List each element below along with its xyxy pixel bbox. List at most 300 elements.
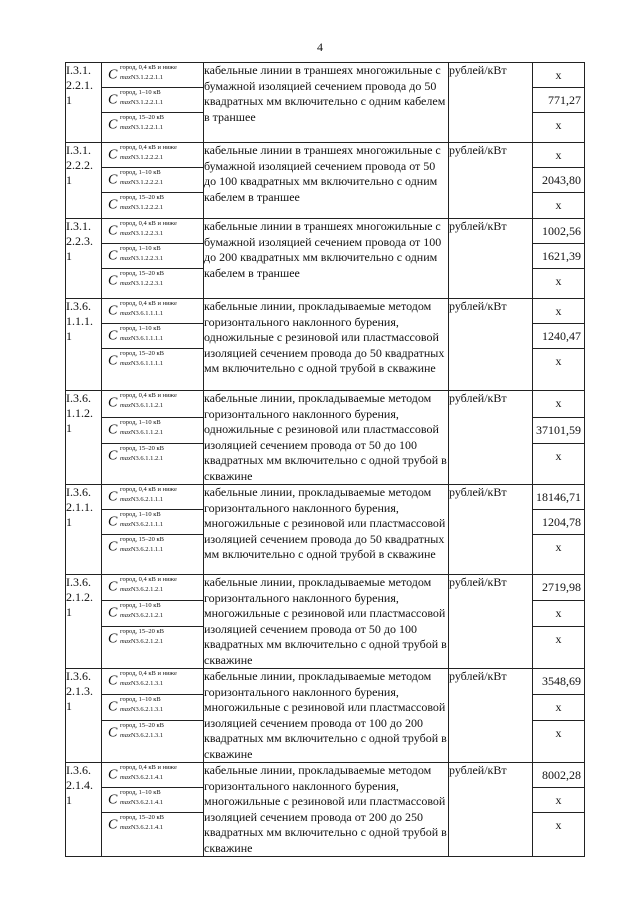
value-cell	[533, 417, 585, 444]
table-row	[66, 299, 585, 324]
symbol-superscript: город, 1–10 кВ	[120, 602, 161, 610]
tariff-symbol	[102, 669, 203, 693]
value-cell	[533, 575, 585, 601]
symbol-subscript	[120, 706, 163, 713]
tariff-value: x	[555, 793, 562, 807]
row-unit: рублей/кВт	[449, 575, 533, 669]
symbol-subscript-max: max	[120, 638, 131, 646]
row-unit: рублей/кВт	[449, 763, 533, 857]
symbol-subscript-max: max	[120, 706, 131, 714]
symbol-subscript	[120, 638, 163, 645]
symbol-superscript: город, 15–20 кВ	[120, 270, 164, 277]
value-cell	[533, 193, 585, 219]
value-cell	[533, 143, 585, 168]
symbol-subscript-code: N3.6.1.1.1.1	[130, 310, 164, 317]
symbol-subscript-code: N3.6.2.1.1.1	[130, 521, 164, 528]
symbol-letter: C	[108, 631, 118, 647]
symbol-subscript-max: max	[120, 179, 131, 186]
row-code-line: 2.1.3.	[66, 684, 93, 698]
tariff-symbol	[102, 485, 203, 509]
symbol-letter: C	[108, 489, 118, 505]
symbol-subscript	[120, 204, 163, 211]
table-row	[66, 63, 585, 88]
symbol-superscript: город, 0,4 кВ и ниже	[120, 486, 177, 493]
tariff-value: x	[555, 818, 562, 832]
value-cell	[533, 788, 585, 813]
symbol-subscript	[120, 154, 163, 161]
symbol-subscript-code: N3.6.2.1.3.1	[130, 706, 164, 714]
row-code-line: 1.1.1.	[66, 314, 93, 328]
tariff-symbol	[102, 763, 203, 787]
symbol-superscript: город, 0,4 кВ и ниже	[120, 576, 177, 583]
tariff-value: 2043,80	[542, 173, 581, 187]
symbol-letter: C	[108, 273, 118, 289]
symbol-subscript-code: N3.6.1.1.1.1	[130, 335, 164, 342]
symbol-letter: C	[108, 579, 118, 595]
symbol-subscript	[120, 612, 163, 619]
symbol-subscript-code: N3.1.2.2.3.1	[130, 280, 164, 287]
row-unit: рублей/кВт	[449, 143, 533, 219]
row-code-line: 1	[66, 605, 72, 619]
symbol-letter: C	[108, 395, 118, 411]
symbol-subscript-max: max	[120, 255, 131, 262]
tariff-value: x	[555, 632, 562, 647]
symbol-subscript	[120, 799, 163, 806]
tariff-value: x	[555, 726, 562, 741]
row-code-line: I.3.6.	[66, 299, 91, 313]
tariff-symbol-cell	[102, 788, 204, 813]
symbol-subscript-code: N3.6.2.1.1.1	[130, 546, 164, 553]
table-row	[66, 219, 585, 244]
table-row	[66, 669, 585, 695]
tariff-symbol-cell	[102, 269, 204, 299]
tariff-value: x	[555, 700, 562, 715]
value-cell	[533, 601, 585, 627]
symbol-subscript-max: max	[120, 680, 131, 687]
symbol-superscript: город, 0,4 кВ и ниже	[120, 64, 177, 71]
symbol-subscript	[120, 521, 163, 528]
tariff-symbol	[102, 63, 203, 87]
symbol-subscript-code: N3.1.2.2.3.1	[130, 255, 164, 262]
tariff-value: 18146,71	[536, 490, 581, 504]
value-cell	[533, 269, 585, 299]
row-code-line: 1	[66, 699, 72, 713]
symbol-superscript: город, 0,4 кВ и ниже	[120, 144, 177, 151]
tariff-symbol-cell	[102, 168, 204, 193]
value-cell	[533, 324, 585, 349]
symbol-superscript: город, 1–10 кВ	[120, 789, 161, 796]
symbol-subscript-max: max	[120, 774, 131, 781]
symbol-subscript-max: max	[120, 799, 131, 806]
symbol-superscript: город, 0,4 кВ и ниже	[120, 392, 177, 399]
symbol-subscript-max: max	[120, 280, 131, 287]
tariff-symbol-cell	[102, 721, 204, 763]
tariff-value: 1621,39	[542, 249, 581, 263]
symbol-subscript	[120, 824, 163, 831]
row-code	[66, 391, 102, 485]
symbol-superscript: город, 15–20 кВ	[120, 350, 164, 357]
symbol-subscript-code: N3.6.2.1.2.1	[130, 612, 164, 620]
value-cell	[533, 695, 585, 721]
row-code-line: 2.1.2.	[66, 590, 93, 604]
tariff-symbol	[102, 299, 203, 323]
row-description: кабельные линии в траншеях многожильные с бумажной изоляцией сечением провода от 100 до 200 квадратных мм включительно с одним кабелем в траншее	[204, 219, 449, 299]
row-description: кабельные линии, прокладываемые методом горизонтального наклонного бурения, одножильные с резиновой или пластмассовой изоляцией сечением провода от 50 до 100 квадратных мм включительно с одной трубой в скважине	[204, 391, 447, 483]
symbol-superscript: город, 15–20 кВ	[120, 536, 164, 543]
symbol-letter: C	[108, 514, 118, 530]
tariff-symbol-cell	[102, 627, 204, 669]
symbol-letter: C	[108, 353, 118, 369]
tariff-symbol	[102, 813, 203, 837]
row-code-line: I.3.1.	[66, 63, 91, 77]
row-description: кабельные линии в траншеях многожильные с бумажной изоляцией сечением провода от 50 до 100 квадратных мм включительно с одним кабелем в траншее	[204, 143, 449, 219]
symbol-subscript-code: N3.6.1.1.2.1	[130, 402, 164, 409]
symbol-superscript: город, 1–10 кВ	[120, 325, 161, 332]
tariff-value: 1204,78	[542, 515, 581, 529]
value-cell	[533, 219, 585, 244]
symbol-superscript: город, 0,4 кВ и ниже	[120, 764, 177, 771]
value-cell	[533, 391, 585, 418]
row-unit: рублей/кВт	[449, 485, 533, 575]
symbol-subscript	[120, 280, 163, 287]
symbol-superscript: город, 0,4 кВ и ниже	[120, 670, 177, 677]
symbol-subscript	[120, 774, 163, 781]
row-unit: рублей/кВт	[449, 63, 533, 143]
tariff-symbol	[102, 788, 203, 812]
row-code	[66, 299, 102, 391]
symbol-subscript	[120, 179, 163, 186]
tariff-symbol	[102, 627, 203, 651]
symbol-subscript-max: max	[120, 496, 131, 503]
tariff-value: 1002,56	[542, 224, 581, 238]
value-cell	[533, 113, 585, 143]
symbol-letter: C	[108, 448, 118, 464]
row-unit: рублей/кВт	[449, 219, 533, 299]
symbol-superscript: город, 15–20 кВ	[120, 445, 164, 453]
symbol-letter: C	[108, 248, 118, 264]
tariff-symbol-cell	[102, 349, 204, 391]
symbol-subscript-code: N3.6.1.1.1.1	[130, 360, 164, 367]
tariff-value: 37101,59	[536, 422, 581, 437]
value-cell	[533, 669, 585, 695]
row-code-line: 1.1.2.	[66, 406, 93, 420]
tariff-value: x	[555, 449, 562, 464]
table-row	[66, 143, 585, 168]
symbol-subscript	[120, 99, 163, 106]
symbol-subscript-code: N3.1.2.2.1.1	[130, 99, 164, 106]
symbol-subscript-max: max	[120, 74, 131, 81]
value-cell	[533, 63, 585, 88]
tariff-symbol-cell	[102, 391, 204, 418]
tariff-value: x	[555, 274, 562, 288]
symbol-letter: C	[108, 817, 118, 833]
tariff-symbol	[102, 510, 203, 534]
tariff-symbol-cell	[102, 444, 204, 485]
symbol-subscript-code: N3.1.2.2.2.1	[130, 179, 164, 186]
tariff-value: x	[555, 304, 562, 318]
row-description: кабельные линии, прокладываемые методом горизонтального наклонного бурения, одножильные с резиновой или пластмассовой изоляцией сечением провода до 50 квадратных мм включительно с одной трубой в скважине	[204, 299, 449, 391]
tariff-value: 2719,98	[542, 580, 581, 594]
row-code-line: I.3.6.	[66, 391, 91, 405]
symbol-subscript-code: N3.6.2.1.3.1	[130, 732, 164, 740]
row-code-line: I.3.6.	[66, 763, 91, 777]
row-code	[66, 143, 102, 219]
row-code	[66, 575, 102, 669]
symbol-subscript-max: max	[120, 612, 131, 620]
tariff-symbol	[102, 444, 203, 468]
symbol-subscript	[120, 680, 163, 687]
symbol-subscript-max: max	[120, 360, 131, 367]
symbol-subscript-max: max	[120, 402, 131, 409]
tariff-symbol-cell	[102, 324, 204, 349]
tariff-symbol	[102, 269, 203, 293]
symbol-subscript-code: N3.6.2.1.4.1	[130, 824, 164, 831]
symbol-subscript-max: max	[120, 586, 131, 593]
row-code-line: 1	[66, 93, 72, 107]
tariff-symbol	[102, 193, 203, 217]
tariff-value: x	[555, 606, 562, 621]
symbol-superscript: город, 15–20 кВ	[120, 814, 164, 821]
row-description: кабельные линии, прокладываемые методом горизонтального наклонного бурения, многожильные с резиновой или пластмассовой изоляцией сечением провода от 50 до 100 квадратных мм включительно с одной трубой в скважине	[204, 575, 447, 667]
row-code-line: 2.1.4.	[66, 778, 93, 792]
symbol-subscript-max: max	[120, 428, 131, 436]
symbol-subscript	[120, 255, 163, 262]
row-code-line: I.3.6.	[66, 669, 91, 683]
tariff-value: 771,27	[548, 93, 581, 107]
symbol-subscript-code: N3.6.1.1.2.1	[130, 455, 164, 463]
symbol-superscript: город, 1–10 кВ	[120, 245, 161, 252]
value-cell	[533, 627, 585, 669]
symbol-superscript: город, 1–10 кВ	[120, 89, 161, 96]
symbol-subscript-max: max	[120, 230, 131, 237]
tariff-symbol	[102, 601, 203, 625]
symbol-subscript	[120, 496, 163, 503]
row-code-line: 1	[66, 515, 72, 529]
tariff-symbol-cell	[102, 695, 204, 721]
value-cell	[533, 535, 585, 575]
symbol-letter: C	[108, 792, 118, 808]
symbol-subscript	[120, 586, 163, 593]
row-unit: рублей/кВт	[449, 391, 533, 485]
value-cell	[533, 721, 585, 763]
tariff-symbol	[102, 324, 203, 348]
symbol-subscript-max: max	[120, 546, 131, 553]
symbol-superscript: город, 15–20 кВ	[120, 722, 164, 730]
symbol-letter: C	[108, 767, 118, 783]
symbol-letter: C	[108, 197, 118, 213]
tariff-symbol	[102, 143, 203, 167]
table-row	[66, 763, 585, 788]
value-cell	[533, 244, 585, 269]
tariff-symbol-cell	[102, 193, 204, 219]
tariff-symbol-cell	[102, 143, 204, 168]
page-number: 4	[317, 40, 323, 54]
symbol-letter: C	[108, 92, 118, 108]
symbol-letter: C	[108, 422, 118, 438]
symbol-letter: C	[108, 605, 118, 621]
symbol-subscript-max: max	[120, 99, 131, 106]
symbol-subscript-code: N3.1.2.2.3.1	[130, 230, 164, 237]
symbol-subscript-code: N3.6.2.1.3.1	[130, 680, 164, 687]
row-code-line: 1	[66, 329, 72, 343]
symbol-subscript-max: max	[120, 521, 131, 528]
tariff-symbol-cell	[102, 244, 204, 269]
symbol-letter: C	[108, 223, 118, 239]
tariff-symbol-cell	[102, 813, 204, 857]
value-cell	[533, 349, 585, 391]
symbol-subscript	[120, 455, 163, 462]
tariff-symbol-cell	[102, 763, 204, 788]
symbol-subscript-max: max	[120, 204, 131, 211]
tariff-symbol	[102, 535, 203, 559]
symbol-subscript-code: N3.6.1.1.2.1	[130, 428, 164, 436]
tariff-value: x	[555, 396, 562, 410]
tariff-symbol-cell	[102, 601, 204, 627]
row-code-line: 1	[66, 173, 72, 187]
tariff-symbol	[102, 168, 203, 192]
symbol-superscript: город, 15–20 кВ	[120, 194, 164, 201]
tariff-value: 8002,28	[542, 768, 581, 782]
row-code-line: I.3.6.	[66, 485, 91, 499]
symbol-subscript	[120, 360, 163, 367]
row-code-line: 1	[66, 421, 72, 435]
tariff-symbol-cell	[102, 575, 204, 601]
tariff-value: x	[555, 198, 562, 212]
tariff-symbol-cell	[102, 88, 204, 113]
symbol-letter: C	[108, 699, 118, 715]
tariff-symbol	[102, 113, 203, 137]
symbol-superscript: город, 15–20 кВ	[120, 628, 164, 636]
tariff-value: x	[555, 354, 562, 368]
row-code-line: 1	[66, 249, 72, 263]
row-unit: рублей/кВт	[449, 299, 533, 391]
tariff-symbol-cell	[102, 63, 204, 88]
symbol-letter: C	[108, 673, 118, 689]
tariff-symbol	[102, 88, 203, 112]
tariff-symbol-cell	[102, 669, 204, 695]
table-row	[66, 485, 585, 510]
symbol-subscript	[120, 546, 163, 553]
row-description: кабельные линии, прокладываемые методом горизонтального наклонного бурения, многожильные с резиновой или пластмассовой изоляцией сечением провода от 200 до 250 квадратных мм включительно с одной трубой в скважине	[204, 763, 447, 855]
row-code	[66, 219, 102, 299]
symbol-letter: C	[108, 172, 118, 188]
symbol-superscript: город, 0,4 кВ и ниже	[120, 300, 177, 307]
value-cell	[533, 88, 585, 113]
row-code-line: 2.2.1.	[66, 78, 93, 92]
tariff-symbol-cell	[102, 417, 204, 444]
symbol-subscript-code: N3.1.2.2.2.1	[130, 154, 164, 161]
row-code-line: I.3.1.	[66, 143, 91, 157]
tariff-value: x	[555, 148, 562, 162]
symbol-subscript-code: N3.6.2.1.2.1	[130, 638, 164, 646]
tariff-symbol-cell	[102, 510, 204, 535]
tariff-symbol-cell	[102, 485, 204, 510]
symbol-subscript	[120, 429, 163, 436]
symbol-superscript: город, 1–10 кВ	[120, 418, 161, 426]
symbol-subscript	[120, 310, 163, 317]
tariff-value: 1240,47	[542, 329, 581, 343]
value-cell	[533, 444, 585, 485]
symbol-subscript	[120, 402, 163, 409]
symbol-letter: C	[108, 303, 118, 319]
row-code	[66, 669, 102, 763]
value-cell	[533, 813, 585, 857]
tariff-value: x	[555, 540, 562, 554]
tariff-symbol	[102, 391, 203, 415]
row-code-line: 2.2.3.	[66, 234, 93, 248]
value-cell	[533, 299, 585, 324]
row-description: кабельные линии в траншеях многожильные с бумажной изоляцией сечением провода до 50 квадратных мм включительно с одним кабелем в траншее	[204, 63, 449, 143]
tariff-symbol	[102, 244, 203, 268]
tariff-value: x	[555, 118, 562, 132]
symbol-subscript	[120, 74, 163, 81]
symbol-subscript	[120, 230, 163, 237]
symbol-subscript	[120, 124, 163, 131]
tariff-symbol	[102, 695, 203, 719]
value-cell	[533, 168, 585, 193]
tariff-symbol-cell	[102, 299, 204, 324]
symbol-subscript-code: N3.1.2.2.2.1	[130, 204, 164, 211]
symbol-letter: C	[108, 539, 118, 555]
symbol-subscript-max: max	[120, 154, 131, 161]
value-cell	[533, 485, 585, 510]
symbol-subscript-code: N3.6.2.1.4.1	[130, 799, 164, 806]
tariff-symbol	[102, 349, 203, 373]
symbol-letter: C	[108, 67, 118, 83]
symbol-subscript-max: max	[120, 124, 131, 131]
symbol-subscript	[120, 335, 163, 342]
symbol-subscript-max: max	[120, 732, 131, 740]
tariff-symbol	[102, 575, 203, 599]
symbol-subscript-code: N3.1.2.2.1.1	[130, 74, 164, 81]
table-row	[66, 575, 585, 601]
symbol-letter: C	[108, 147, 118, 163]
symbol-subscript-max: max	[120, 824, 131, 831]
symbol-letter: C	[108, 725, 118, 741]
symbol-subscript-max: max	[120, 310, 131, 317]
tariff-symbol-cell	[102, 535, 204, 575]
symbol-superscript: город, 1–10 кВ	[120, 511, 161, 518]
tariff-symbol	[102, 418, 203, 442]
row-code	[66, 63, 102, 143]
row-code-line: 2.1.1.	[66, 500, 93, 514]
tariff-symbol-cell	[102, 219, 204, 244]
symbol-superscript: город, 1–10 кВ	[120, 169, 161, 176]
tariff-symbol	[102, 219, 203, 243]
row-code-line: 2.2.2.	[66, 158, 93, 172]
value-cell	[533, 510, 585, 535]
row-code	[66, 763, 102, 857]
symbol-subscript	[120, 732, 163, 739]
symbol-letter: C	[108, 328, 118, 344]
symbol-subscript-code: N3.1.2.2.1.1	[130, 124, 164, 131]
symbol-subscript-code: N3.6.2.1.2.1	[130, 586, 164, 593]
row-unit: рублей/кВт	[449, 669, 533, 763]
row-description: кабельные линии, прокладываемые методом горизонтального наклонного бурения, многожильные с резиновой или пластмассовой изоляцией сечением провода до 50 квадратных мм включительно с одной трубой в скважине	[204, 485, 449, 575]
tariff-table	[65, 62, 585, 857]
symbol-superscript: город, 15–20 кВ	[120, 114, 164, 121]
symbol-letter: C	[108, 117, 118, 133]
symbol-subscript-max: max	[120, 335, 131, 342]
symbol-subscript-code: N3.6.2.1.1.1	[130, 496, 164, 503]
tariff-symbol-cell	[102, 113, 204, 143]
row-code-line: I.3.6.	[66, 575, 91, 589]
value-cell	[533, 763, 585, 788]
tariff-value: x	[555, 68, 562, 82]
symbol-subscript-max: max	[120, 455, 131, 463]
tariff-symbol	[102, 721, 203, 745]
row-code-line: I.3.1.	[66, 219, 91, 233]
